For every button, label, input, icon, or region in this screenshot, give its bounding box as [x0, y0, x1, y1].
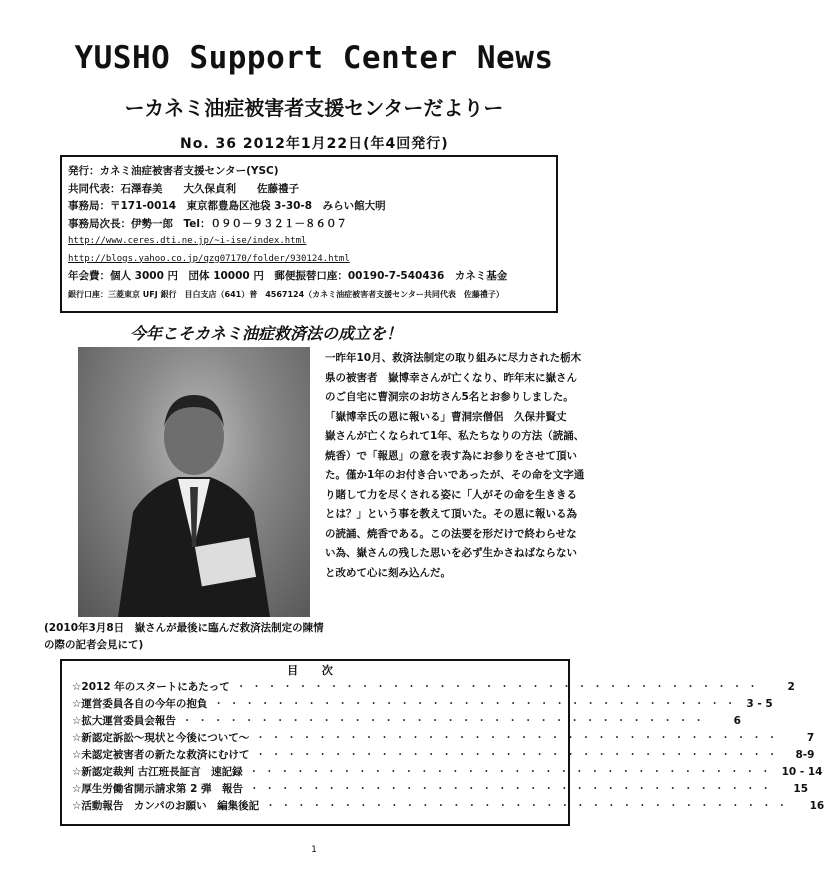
toc-item-label: 新認定裁判 古江班長証言 速記録 — [81, 766, 243, 778]
toc-item-label: 2012 年のスタートにあたって — [81, 681, 230, 693]
toc-leader-dots: ・・・・・・・・・・・・・・・・・・・・・・・・・・・・・・・・・・ — [255, 749, 783, 761]
star-icon: ☆ — [72, 698, 82, 710]
toc-item-label: 新認定訴訟～現状と今後について～ — [81, 732, 250, 744]
toc-item-label: 拡大運営委員会報告 — [81, 715, 176, 727]
toc-item-label: 未認定被害者の新たな救済にむけて — [81, 749, 250, 761]
article-paragraph-2: 「嶽博幸氏の恩に報いる」曹洞宗僧侶 久保井賢丈 嶽さんが亡くなられて1年、私たちなりの方法（読誦、焼香）で「報恩」の意を表す為にお参りをさせて頂いた。僅か1年のお付き合いであったが、その命を文字通り賭して力を尽くされる姿に「人がその命を生ききるとは？」という事を教えて頂いた。その恩に報いる為の読誦、焼香である。この法要を形だけで終わらせない為、嶽さんの残した思いを必ず生かさねばならないと改めて心に刻み込んだ。 — [325, 410, 585, 579]
toc-leader-dots: ・・・・・・・・・・・・・・・・・・・・・・・・・・・・・・・・・・ — [235, 681, 763, 693]
toc-title: 目 次 — [287, 664, 343, 677]
deputy-line: 事務局次長：伊勢一郎 Tel：０９０－９３２１－８６０７ — [68, 217, 347, 230]
toc-item-page: 3 - 5 — [746, 698, 773, 710]
website-link[interactable]: http://www.ceres.dti.ne.jp/~i-ise/index.html — [68, 236, 307, 246]
toc-item[interactable] — [72, 696, 773, 713]
toc-item[interactable] — [72, 679, 795, 696]
toc-item-page: 6 — [733, 715, 741, 727]
toc-item[interactable] — [72, 798, 824, 815]
publisher-line: 発行：カネミ油症被害者支援センター(YSC) — [68, 165, 279, 177]
toc-leader-dots: ・・・・・・・・・・・・・・・・・・・・・・・・・・・・・・・・・・ — [255, 732, 783, 744]
toc-leader-dots: ・・・・・・・・・・・・・・・・・・・・・・・・・・・・・・・・・・ — [249, 783, 777, 795]
person-silhouette-icon — [78, 347, 310, 617]
article-headline: 今年こそカネミ油症救済法の成立を！ — [130, 324, 403, 343]
toc-item-label: 厚生労働省開示請求第 2 弾 報告 — [81, 783, 244, 795]
article-paragraph-1: 一昨年10月、救済法制定の取り組みに尽力された栃木県の被害者 嶽博幸さんが亡くなり、昨年末に嶽さんのご自宅に曹洞宗のお坊さん5名とお参りしました。 — [325, 352, 582, 403]
toc-item-page: 2 — [787, 681, 795, 693]
toc-item[interactable] — [72, 713, 741, 730]
star-icon: ☆ — [72, 766, 82, 778]
toc-leader-dots: ・・・・・・・・・・・・・・・・・・・・・・・・・・・・・・・・・・ — [181, 715, 709, 727]
toc-item-page: 16 — [809, 800, 824, 812]
star-icon: ☆ — [72, 732, 82, 744]
toc-leader-dots: ・・・・・・・・・・・・・・・・・・・・・・・・・・・・・・・・・・ — [248, 766, 776, 778]
toc-item-label: 運営委員各自の今年の抱負 — [81, 698, 208, 710]
toc-item-label: 活動報告 カンパのお願い 編集後記 — [81, 800, 260, 812]
toc-item[interactable] — [72, 764, 823, 781]
toc-leader-dots: ・・・・・・・・・・・・・・・・・・・・・・・・・・・・・・・・・・ — [213, 698, 741, 710]
bank-account-line: 銀行口座：三菱東京 UFJ 銀行 目白支店（641）普 4567124（カネミ油症被害者支援センター共同代表 佐藤禮子） — [68, 289, 504, 299]
toc-leader-dots: ・・・・・・・・・・・・・・・・・・・・・・・・・・・・・・・・・・ — [265, 800, 793, 812]
toc-item[interactable] — [72, 747, 815, 764]
star-icon: ☆ — [72, 783, 82, 795]
newsletter-title: YUSHO Support Center News — [74, 40, 554, 76]
star-icon: ☆ — [72, 715, 82, 727]
representatives-line: 共同代表：石澤春美 大久保貞利 佐藤禮子 — [68, 182, 299, 195]
star-icon: ☆ — [72, 681, 82, 693]
publisher-info-box — [60, 155, 558, 313]
star-icon: ☆ — [72, 749, 82, 761]
press-conference-photo — [78, 347, 310, 617]
toc-item-page: 10 - 14 — [781, 766, 823, 778]
article-body — [325, 349, 585, 583]
page-number: 1 — [311, 845, 317, 855]
toc-item-page: 8-9 — [795, 749, 815, 761]
blog-link[interactable]: http://blogs.yahoo.co.jp/qzg07170/folder/930124.html — [68, 253, 350, 264]
photo-caption: (2010年3月8日 嶽さんが最後に臨んだ救済法制定の陳情の際の記者会見にて) — [44, 622, 324, 651]
toc-item-page: 7 — [806, 732, 815, 744]
toc-item-page: 15 — [793, 783, 809, 795]
office-line: 事務局：〒171-0014 東京都豊島区池袋 3-30-8 みらい館大明 — [68, 200, 386, 212]
toc-item[interactable] — [72, 781, 809, 798]
issue-info: No. 36 2012年1月22日(年4回発行) — [180, 136, 449, 152]
star-icon: ☆ — [72, 800, 82, 812]
membership-fee-line: 年会費：個人 3000 円 団体 10000 円 郵便振替口座：00190-7-540436 カネミ基金 — [68, 270, 508, 282]
newsletter-subtitle: ーカネミ油症被害者支援センターだよりー — [124, 96, 504, 120]
table-of-contents — [60, 659, 824, 826]
toc-item[interactable] — [72, 730, 815, 747]
